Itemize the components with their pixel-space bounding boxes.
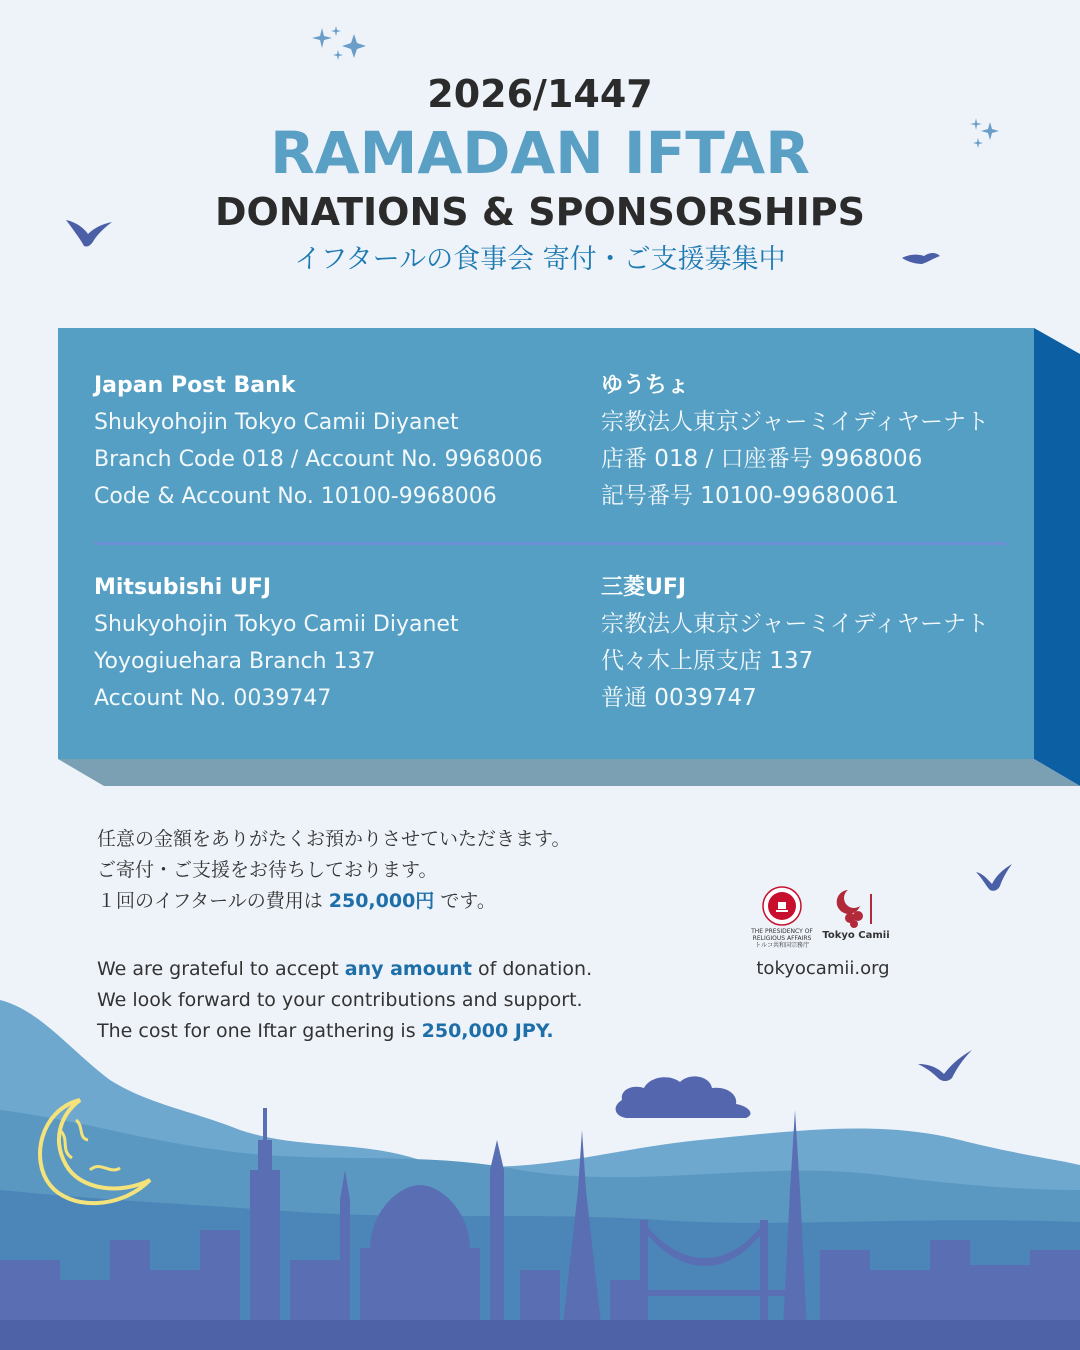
- year: 2026/1447: [427, 72, 653, 116]
- presidency-name-jp: トルコ共和国宗務庁: [754, 942, 809, 949]
- code-account: 記号番号 10100-99680061: [601, 483, 899, 509]
- page-title: RAMADAN IFTAR: [270, 119, 810, 187]
- bank-name: ゆうちょ: [601, 373, 690, 398]
- bank-name: Mitsubishi UFJ: [94, 575, 272, 600]
- account-holder: Shukyohojin Tokyo Camii Diyanet: [94, 612, 459, 637]
- header: [0, 70, 1080, 280]
- cost-amount: 250,000 JPY.: [421, 1020, 554, 1042]
- divider: [94, 542, 1006, 545]
- cloud-icon: [616, 1076, 751, 1118]
- info-line: ご寄付・ご支援をお待ちしております。: [97, 859, 438, 881]
- info-text: The cost for one Iftar gathering is: [97, 1020, 422, 1042]
- account-holder: 宗教法人東京ジャーミイディヤーナト: [601, 409, 990, 435]
- bird-icon: [974, 862, 1014, 898]
- mufg-en: [94, 570, 459, 717]
- info-text: １回のイフタールの費用は: [97, 890, 329, 912]
- sparkle-icon: [312, 26, 372, 66]
- presidency-logo-icon: [762, 886, 802, 926]
- branch: 代々木上原支店 137: [601, 648, 814, 674]
- info-line: [97, 954, 737, 985]
- highlight-text: any amount: [344, 958, 472, 980]
- branch-account: Branch Code 018 / Account No. 9968006: [94, 447, 543, 472]
- account-number: Account No. 0039747: [94, 686, 332, 711]
- bank-name: 三菱UFJ: [601, 575, 687, 600]
- page-subtitle: DONATIONS & SPONSORSHIPS: [214, 190, 866, 234]
- bank-info-panel: [58, 328, 1034, 759]
- mufg-jp: [601, 570, 989, 717]
- panel-bottom: [58, 759, 1080, 786]
- tokyo-camii-name: Tokyo Camii: [822, 930, 890, 941]
- japan-post-jp: [601, 368, 989, 515]
- info-text: です。: [434, 890, 496, 912]
- website: tokyocamii.org: [756, 958, 890, 979]
- city-skyline-scene: [0, 990, 1080, 1350]
- account-holder: 宗教法人東京ジャーミイディヤーナト: [601, 611, 990, 637]
- bank-name: Japan Post Bank: [94, 373, 296, 398]
- panel-side: [1034, 328, 1080, 786]
- branch: Yoyogiuehara Branch 137: [94, 649, 376, 674]
- presidency-name: THE PRESIDENCY OF RELIGIOUS AFFAIRS: [751, 928, 813, 942]
- info-line: 任意の金額をありがたくお預かりさせていただきます。: [97, 828, 571, 850]
- jp-title: イフタールの食事会 寄付・ご支援募集中: [294, 244, 786, 275]
- japan-post-en: [94, 368, 543, 515]
- account-number: 普通 0039747: [601, 685, 757, 711]
- cost-amount: 250,000円: [328, 890, 435, 912]
- tokyo-camii-logo-icon: [834, 886, 878, 928]
- branch-account: 店番 018 / 口座番号 9968006: [601, 446, 923, 472]
- info-line: [97, 886, 737, 917]
- info-text: of donation.: [471, 958, 593, 980]
- info-line: We look forward to your contributions and support.: [97, 989, 583, 1011]
- code-account: Code & Account No. 10100-9968006: [94, 484, 497, 509]
- info-text: We are grateful to accept: [97, 958, 345, 980]
- info-jp: [97, 824, 737, 917]
- account-holder: Shukyohojin Tokyo Camii Diyanet: [94, 410, 459, 435]
